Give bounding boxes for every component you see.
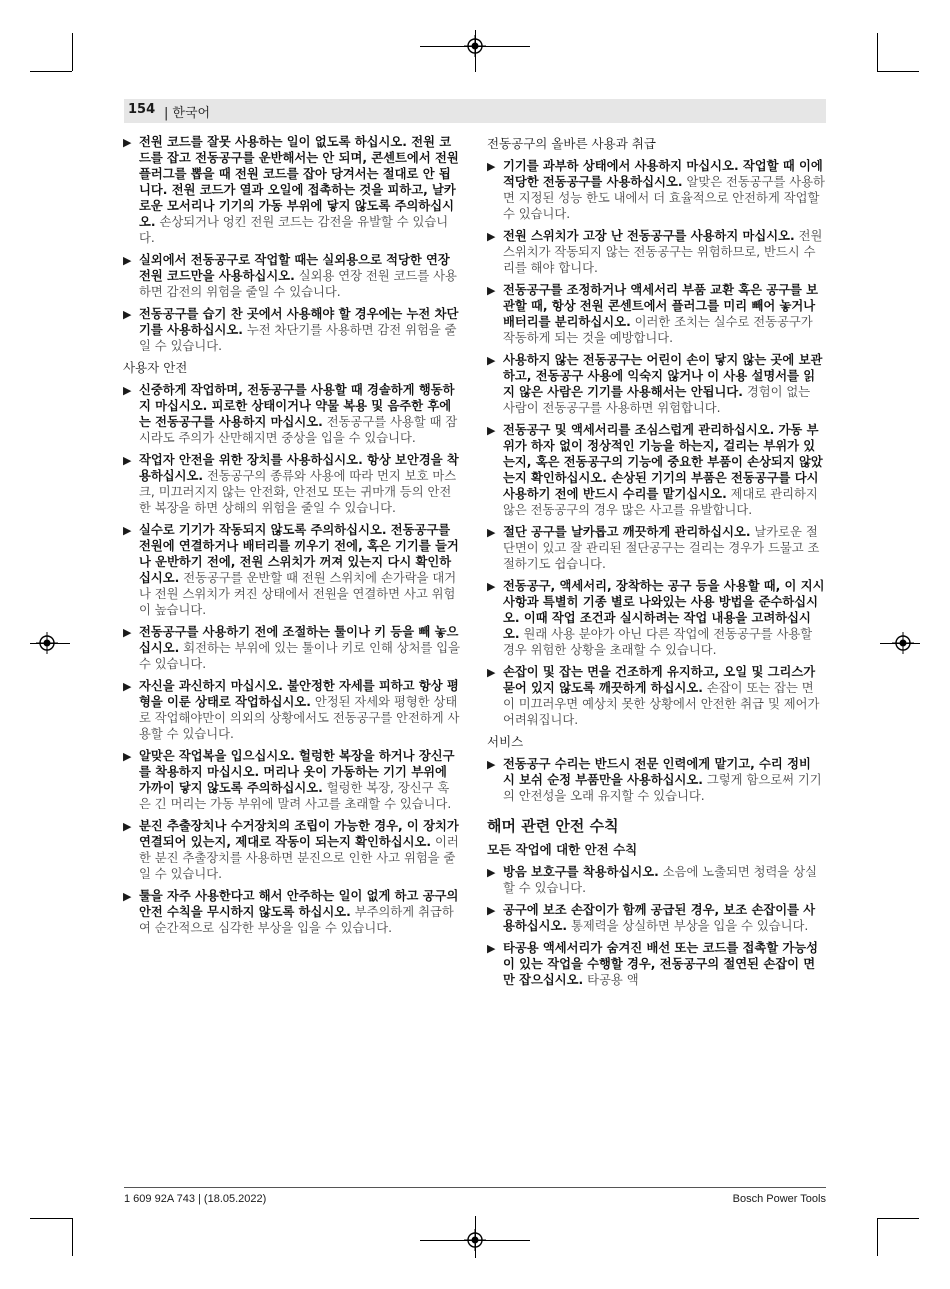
bullet-triangle-icon: ▶: [487, 526, 496, 539]
item-explanation: 실외용 연장 전원 코드를 사용하면 감전의 위험을 줄일 수 있습니다.: [139, 269, 457, 299]
bullet-triangle-icon: ▶: [487, 580, 496, 593]
brand-footer: Bosch Power Tools: [732, 1193, 826, 1205]
crop-mark: [30, 71, 72, 72]
item-instruction: 실외에서 전동공구로 작업할 때는 실외용으로 적당한 연장 전원 코드만을 사용하십시오.: [139, 253, 450, 283]
list-item: [123, 748, 461, 812]
item-explanation: 타공용 액: [583, 973, 639, 987]
registration-crosshair-icon: [892, 632, 914, 654]
item-instruction: 분진 추출장치나 수거장치의 조립이 가능한 경우, 이 장치가 연결되어 있는지, 제대로 작동이 되는지 확인하십시오.: [139, 819, 459, 849]
item-explanation: 원래 사용 분야가 아닌 다른 작업에 전동공구를 사용할 경우 위험한 상황을 초래할 수 있습니다.: [503, 627, 813, 657]
item-list: [123, 134, 461, 354]
item-explanation: 날카로운 절단면이 있고 잘 관리된 절단공구는 걸리는 경우가 드물고 조절하기도 쉽습니다.: [503, 525, 820, 571]
list-item: [487, 756, 825, 804]
item-list: [487, 158, 825, 728]
item-explanation: 그렇게 함으로써 기기의 안전성을 오래 유지할 수 있습니다.: [503, 773, 822, 803]
document-code: 1 609 92A 743 | (18.05.2022): [124, 1193, 267, 1205]
page-header: [124, 99, 826, 123]
page-number: 154: [128, 102, 156, 117]
item-instruction: 툴을 자주 사용한다고 해서 안주하는 일이 없게 하고 공구의 안전 수칙을 무시하지 않도록 하십시오.: [139, 889, 459, 919]
right-column: [487, 134, 825, 994]
main-heading: 해머 관련 안전 수칙: [487, 817, 619, 835]
bullet-triangle-icon: ▶: [123, 454, 132, 467]
item-explanation: 전동공구의 종류와 사용에 따라 먼지 보호 마스크, 미끄러지지 않는 안전화, 안전모 또는 귀마개 등의 안전한 복장을 하면 상해의 위험을 줄일 수 있습니다.: [139, 469, 457, 515]
bullet-triangle-icon: ▶: [487, 354, 496, 367]
list-item: [123, 306, 461, 354]
list-item: [487, 422, 825, 518]
bullet-triangle-icon: ▶: [123, 308, 132, 321]
bullet-triangle-icon: ▶: [487, 230, 496, 243]
crop-mark: [877, 1218, 919, 1219]
item-explanation: 경험이 없는 사람이 전동공구를 사용하면 위험합니다.: [503, 385, 811, 415]
crop-mark: [877, 71, 919, 72]
item-explanation: 손상되거나 엉킨 전원 코드는 감전을 유발할 수 있습니다.: [139, 215, 449, 245]
item-explanation: 안정된 자세와 평형한 상태로 작업해야만이 의외의 상황에서도 전동공구를 안전하게 사용할 수 있습니다.: [139, 695, 460, 741]
list-item: [487, 352, 825, 416]
list-item: [487, 158, 825, 222]
item-instruction: 방음 보호구를 착용하십시오.: [503, 865, 659, 879]
item-explanation: 이러한 분진 추출장치를 사용하면 분진으로 인한 사고 위험을 줄일 수 있습니다.: [139, 835, 459, 881]
item-instruction: 신중하게 작업하며, 전동공구를 사용할 때 경솔하게 행동하지 마십시오. 피로한 상태이거나 약물 복용 및 음주한 후에는 전동공구를 사용하지 마십시오.: [139, 383, 455, 429]
list-item: [487, 940, 825, 988]
bullet-triangle-icon: ▶: [123, 136, 132, 149]
item-instruction: 전원 코드를 잘못 사용하는 일이 없도록 하십시오. 전원 코드를 잡고 전동공구를 운반해서는 안 되며, 콘센트에서 전원 플러그를 뽑을 때 전원 코드를 잡아 당겨서는 절대로 안 됩니다. 전원 코드가 열과 오일에 접촉하는 것을 피하고, 날카로운 모서리나 기기의 가동 부위에 닿지 않도록 주의하십시오.: [139, 135, 459, 229]
item-explanation: 통제력을 상실하면 부상을 입을 수 있습니다.: [567, 919, 809, 933]
item-instruction: 전동공구를 습기 찬 곳에서 사용해야 할 경우에는 누전 차단기를 사용하십시오.: [139, 307, 459, 337]
item-instruction: 실수로 기기가 작동되지 않도록 주의하십시오. 전동공구를 전원에 연결하거나 배터리를 끼우기 전에, 혹은 기기를 들거나 운반하기 전에, 전원 스위치가 꺼져 있는지 다시 확인하십시오.: [139, 523, 459, 585]
list-item: [123, 818, 461, 882]
bullet-triangle-icon: ▶: [123, 626, 132, 639]
item-instruction: 전동공구, 액세서리, 장착하는 공구 등을 사용할 때, 이 지시 사항과 특별히 기종 별로 나와있는 사용 방법을 준수하십시오. 이때 작업 조건과 실시하려는 작업 내용을 고려하십시오.: [503, 579, 825, 641]
list-item: [123, 624, 461, 672]
item-instruction: 자신을 과신하지 마십시오. 불안정한 자세를 피하고 항상 평형을 이룬 상태로 작업하십시오.: [139, 679, 459, 709]
item-explanation: 부주의하게 취급하여 순간적으로 심각한 부상을 입을 수 있습니다.: [139, 905, 454, 935]
item-list: [487, 756, 825, 804]
bullet-triangle-icon: ▶: [123, 820, 132, 833]
crop-mark: [72, 33, 73, 71]
item-instruction: 전동공구를 사용하기 전에 조절하는 툴이나 키 등을 빼 놓으십시오.: [139, 625, 459, 655]
list-item: [487, 524, 825, 572]
item-instruction: 손잡이 및 잡는 면을 건조하게 유지하고, 오일 및 그리스가 묻어 있지 않도록 깨끗하게 하십시오.: [503, 665, 816, 695]
bullet-triangle-icon: ▶: [123, 524, 132, 537]
registration-crosshair-icon: [36, 632, 58, 654]
item-explanation: 제대로 관리하지 않은 전동공구의 경우 많은 사고를 유발합니다.: [503, 487, 818, 517]
item-instruction: 기기를 과부하 상태에서 사용하지 마십시오. 작업할 때 이에 적당한 전동공구를 사용하십시오.: [503, 159, 823, 189]
bullet-triangle-icon: ▶: [487, 942, 496, 955]
registration-crosshair-icon: [464, 35, 486, 57]
sub-heading: 모든 작업에 대한 안전 수칙: [487, 842, 638, 857]
list-item: [123, 382, 461, 446]
footer-divider: [124, 1187, 826, 1188]
section-heading: 사용자 안전: [123, 360, 188, 375]
item-list: [487, 864, 825, 988]
list-item: [123, 522, 461, 618]
bullet-triangle-icon: ▶: [123, 750, 132, 763]
list-item: [487, 902, 825, 934]
list-item: [487, 664, 825, 728]
item-instruction: 작업자 안전을 위한 장치를 사용하십시오. 항상 보안경을 착용하십시오.: [139, 453, 459, 483]
section-heading: 서비스: [487, 734, 524, 749]
item-instruction: 타공용 액세서리가 숨겨진 배선 또는 코드를 접촉할 가능성이 있는 작업을 수행할 경우, 전동공구의 절연된 손잡이 면만 잡으십시오.: [503, 941, 819, 987]
item-instruction: 전동공구 수리는 반드시 전문 인력에게 맡기고, 수리 정비 시 보쉬 순정 부품만을 사용하십시오.: [503, 757, 811, 787]
registration-crosshair-icon: [464, 1229, 486, 1251]
list-item: [123, 134, 461, 246]
bullet-triangle-icon: ▶: [487, 160, 496, 173]
list-item: [123, 252, 461, 300]
item-explanation: 헐렁한 복장, 장신구 혹은 긴 머리는 가동 부위에 말려 사고를 초래할 수 있습니다.: [139, 781, 452, 811]
item-instruction: 알맞은 작업복을 입으십시오. 헐렁한 복장을 하거나 장신구를 착용하지 마십시오. 머리나 옷이 가동하는 기기 부위에 가까이 닿지 않도록 주의하십시오.: [139, 749, 455, 795]
item-explanation: 전동공구를 운반할 때 전원 스위치에 손가락을 대거나 전원 스위치가 켜진 상태에서 전원을 연결하면 사고 위험이 높습니다.: [139, 571, 457, 617]
bullet-triangle-icon: ▶: [123, 254, 132, 267]
list-item: [487, 282, 825, 346]
section-heading: 전동공구의 올바른 사용과 취급: [487, 136, 656, 151]
item-explanation: 전동공구를 사용할 때 잠시라도 주의가 산만해지면 중상을 입을 수 있습니다.: [139, 415, 458, 445]
crop-mark: [877, 1218, 878, 1256]
bullet-triangle-icon: ▶: [487, 666, 496, 679]
bullet-triangle-icon: ▶: [487, 424, 496, 437]
list-item: [487, 228, 825, 276]
language-label: | 한국어: [164, 102, 210, 121]
bullet-triangle-icon: ▶: [123, 890, 132, 903]
item-list: [123, 382, 461, 936]
item-instruction: 전동공구 및 액세서리를 조심스럽게 관리하십시오. 가동 부위가 하자 없이 정상적인 기능을 하는지, 걸리는 부위가 있는지, 혹은 전동공구의 기능에 중요한 부품이 손상되지 않았는지 확인하십시오. 손상된 기기의 부품은 전동공구를 다시 사용하기 전에 반드시 수리를 맡기십시오.: [503, 423, 823, 501]
item-explanation: 누전 차단기를 사용하면 감전 위험을 줄일 수 있습니다.: [139, 323, 457, 353]
list-item: [123, 678, 461, 742]
bullet-triangle-icon: ▶: [123, 680, 132, 693]
item-explanation: 손잡이 또는 잡는 면이 미끄러우면 예상치 못한 상황에서 안전한 취급 및 제어가 어려워집니다.: [503, 681, 820, 727]
bullet-triangle-icon: ▶: [123, 384, 132, 397]
left-column: [123, 134, 461, 942]
item-explanation: 회전하는 부위에 있는 툴이나 키로 인해 상처를 입을 수 있습니다.: [139, 641, 461, 671]
item-explanation: 소음에 노출되면 청력을 상실할 수 있습니다.: [503, 865, 817, 895]
list-item: [123, 452, 461, 516]
item-instruction: 전동공구를 조정하거나 액세서리 부품 교환 혹은 공구를 보관할 때, 항상 전원 콘센트에서 플러그를 미리 빼어 놓거나 배터리를 분리하십시오.: [503, 283, 819, 329]
item-instruction: 절단 공구를 날카롭고 깨끗하게 관리하십시오.: [503, 525, 751, 539]
item-explanation: 전원 스위치가 작동되지 않는 전동공구는 위험하므로, 반드시 수리를 해야 합니다.: [503, 229, 823, 275]
item-explanation: 알맞은 전동공구를 사용하면 지정된 성능 한도 내에서 더 효율적으로 안전하게 작업할 수 있습니다.: [503, 175, 825, 221]
bullet-triangle-icon: ▶: [487, 866, 496, 879]
crop-mark: [877, 33, 878, 71]
bullet-triangle-icon: ▶: [487, 904, 496, 917]
crop-mark: [30, 1218, 72, 1219]
list-item: [487, 864, 825, 896]
item-instruction: 공구에 보조 손잡이가 함께 공급된 경우, 보조 손잡이를 사용하십시오.: [503, 903, 816, 933]
bullet-triangle-icon: ▶: [487, 284, 496, 297]
item-explanation: 이러한 조치는 실수로 전동공구가 작동하게 되는 것을 예방합니다.: [503, 315, 813, 345]
list-item: [487, 578, 825, 658]
crop-mark: [72, 1218, 73, 1256]
item-instruction: 사용하지 않는 전동공구는 어린이 손이 닿지 않는 곳에 보관하고, 전동공구 사용에 익숙지 않거나 이 사용 설명서를 읽지 않은 사람은 기기를 사용해서는 안됩니다.: [503, 353, 823, 399]
item-instruction: 전원 스위치가 고장 난 전동공구를 사용하지 마십시오.: [503, 229, 795, 243]
bullet-triangle-icon: ▶: [487, 758, 496, 771]
list-item: [123, 888, 461, 936]
